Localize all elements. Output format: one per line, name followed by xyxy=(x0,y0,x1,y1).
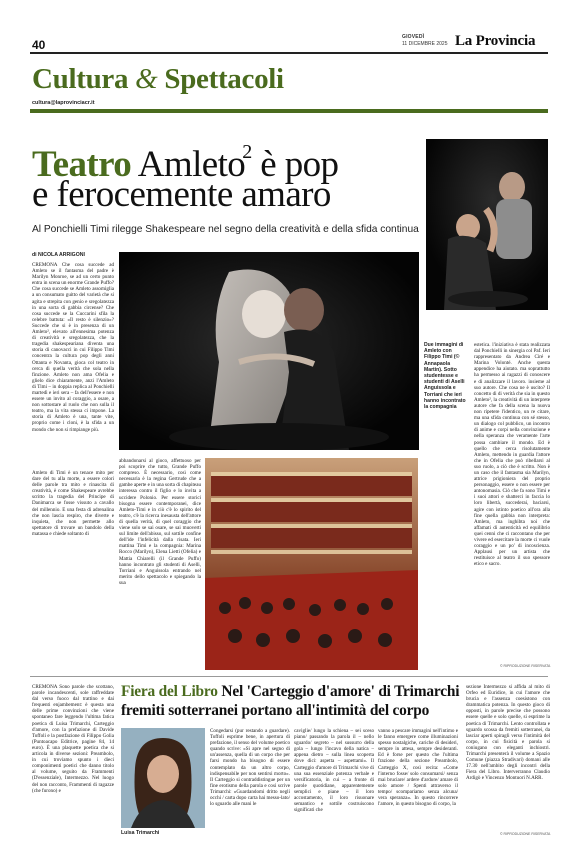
page-number: 40 xyxy=(32,38,46,52)
lead-column-2: Amleto di Timi è un tenace mito per dare del tu alla morte, a essere colori delle parole tra mito e rinascita di creatività, è come Shakespeare avrebbe scritto la tragedia del Principe di Danimarca se fosse vissuto a cavallo del millennio. E una festa di adrenalina che non lascia respiro, che diverte e inquieta, che non permette allo spettatore di trovare un bandolo della matassa e chiede soltanto di xyxy=(32,470,114,537)
author-photo-art xyxy=(121,728,205,828)
lead-superscript: 2 xyxy=(242,141,252,163)
section-ampersand: & xyxy=(135,63,158,95)
bottom-divider xyxy=(30,676,548,677)
book-headline-line2: fremiti sotterranei portano all'intimità del corpo xyxy=(121,702,430,719)
lead-column-3: abbandonarsi al gioco, affettuoso per poi scoprire che tutto, Grande Puffo compreso. È necessario, così come necessaria è la regina Gertrude che a gambe aperte e in una sorta di chapiteau interessa contro il figlio e lo invita a uccidere Polonio. Per essere storici bisogna essere contemporanei, dice Amleto-Timi e in ciò c'è lo spirito del teatro, c'è la ricerca inesausta dell'attore di quella verità, di quel coraggio che viene solo se sai osare, se sai muoverti sul limite dell'abisso, sul sottile confine dell'ide l'infelicità dalla risata. Ieri mattina Timi e la compagnia: Marina Rocco (Marilyn), Elena Lietti (Ofelia) e Mattia Chiarelli (il Grande Puffo) hanno incontrato gli studenti di Aselli, Torriani e Anguissola entrando nel merito dello spettacolo e spiegando la sua xyxy=(119,458,201,586)
section-email[interactable]: cultura@laprovinciacr.it xyxy=(32,100,95,106)
theatre-audience-photo-art xyxy=(205,458,418,670)
stage-photo-right xyxy=(426,139,548,310)
book-headline xyxy=(121,683,459,700)
book-credit: © RIPRODUZIONE RISERVATA xyxy=(500,832,551,836)
issue-date: 11 DICEMBRE 2025 xyxy=(402,41,448,47)
stage-photo-right-art xyxy=(426,139,548,310)
newspaper-logo: La Provincia xyxy=(455,33,536,49)
lead-title-end: è pop xyxy=(260,144,339,185)
issue-day: GIOVEDÌ xyxy=(402,34,425,40)
aside-column: CREMONA Sono parole che scottano, parole incandescenti, sole raffreddate dal verso fuoco dal trattino e dai frequenti enjambement: è questa una delle prime convinzioni che viene spontaneo fare leggendo l'ultima fatica poetica di Luisa Trimarchi, Carteggio d'amore, con la prefazione di Davide Toffoli e la postfazione di Filippo Golia (Puntoacapo Editrice, pagine 84, 14 euro). È una plaquette poetica che si articola in diverse sezioni: Preambolo, in cui troviamo spunto i dieci componimenti poetici che danno titolo al volume, seguito da Frammenti (D'essenziale), Intermezzo. Nel luogo del non racconto, Frammenti di ragazze (che furono) e xyxy=(32,684,114,794)
section-title-part2: Spettacoli xyxy=(164,63,284,95)
book-title-line1: Nel 'Carteggio d'amore' di Trimarchi xyxy=(221,683,460,700)
book-column-3: vanno a pescare immagini nell'intimo e le fanno emergere come illuminazioni spesso nostalgiche, cariche di desideri, sempre in attesa, sempre desideranti. Ed è forse per questo che l'ultima frazione della sezione Preambolo, Carteggio X, così recita: «Come l'interno fosse/ solo consumarsi/ senza mai bruciare/ ardere d'ardore/ amare di solo amore / Spenti attraverso il tempo/ scompariamo senza alcuna/ vera speranza». In questo rincorrere l'amore, in questo bisogno di corpo, la xyxy=(378,728,458,808)
book-column-1: Congedarsi (pur restando a guardare). Toffoli esprime bene, in apertura di prefazione, il senso del volume poetico quando scrive: «Si apre nel segno di un'assenza, quella di un corpo che per farsi mondo ha bisogno di essere contemplato da un altro corpo, indispensabile per non sentirsi morto». Il Carteggio si contraddistingue per un fine erotismo della parola e così scrive Trimarchi: «Guardandomi dritto negli occhi / carta dopo carta hai messo-lato/ lo sguardo alle mani le xyxy=(210,728,290,808)
lead-kicker: Teatro xyxy=(32,144,132,185)
book-column-2: caviglie/ lungo la schiena – sei sceso piano/ passando la parola il – nello sguardo/ segreto – nel sussurro della gola – lungo l'incavo della natica – appena dietro – sulla linea scoperta dove dici: aspetta – aspettami». Il Carteggio d'amore di Trimarchi vive di una sua essenziale potenza verbale e versificatoria, in cui – a fronte di parole quotidiane, apparentemente semplici e piane – il loro accostamento, il loro risuonare semantico e sottile costruiscono significati che xyxy=(294,728,374,814)
lead-credit: © RIPRODUZIONE RISERVATA xyxy=(500,664,551,668)
lead-photo-kiss-art xyxy=(119,252,419,450)
book-column-4: sezione Intermezzo si affida al mito di Orfeo ed Euridice, in cui l'amore che brucia e l'assenza coesistono con drammatica potenza. In questo gioco di opposti, in parole precise che possono essere quelle e solo quelle, si esprime la poetica di Trimarchi. Lento controllata e sguardo scossa da fremiti sotterranei, da lasciar aperti spiragli verso l'intimità del corpo, in cui fisicità e parola si coniugano con eleganti inchiostri. Trimarchi presenterà il volume a Spazio Comune (piazza Stradivari) domani alle 17.30 nell'ambito degli incontri della Fiera del Libro. Interverranno Claudio Ardigò e Vincenzo Montuori N.ARR. xyxy=(466,684,550,782)
lead-headline-line2: e ferocemente amaro xyxy=(32,174,331,215)
book-kicker: Fiera del Libro xyxy=(121,683,218,700)
lead-column-1: CREMONA Che cosa succede ad Amleto se il fantasma del padre è Marilyn Monroe, se ad un certo punto entra in scena un enorme Grande Puffo? Che cosa succede se Amleto assomiglia a un consumato guitto del varietà che si agita e strepita con genio e sregolatezza in una sorta di gabbia circense? Che cosa succede se la Cuccarini sfila la celebre battuta: «Il resto è silenzio»? Succede che si è in presenza di un Amleto², elevato all'ennesima potenza di creatività e sregolatezza, che la tragedia shakespeariana diventa una storia di canovacci in cui Filippo Timi concentra la cultura pop degli anni Ottanta e Novanta, gioca col teatro in cerca di quella verità che sola nella finzione. Amleto non ama Ofelia e glielo dice chiaramente, anzi l'Amleto di Timi – in doppia replica al Ponchielli martedì e ieri sera – fa dell'essere e non essere un invito al coraggio, a osare, a non sottostare al ruolo che non sulla il teatro, ma la vita stessa ci impone. La storia di Amleto è una, tante vite, proprio come i cloni, è la sfida a un mondo che non si rimpiange più. xyxy=(32,262,114,433)
section-rule xyxy=(30,109,548,113)
lead-subtitle: Al Ponchielli Timi rilegge Shakespeare nel segno della creatività e della sfida continua xyxy=(32,224,419,235)
header-rule xyxy=(30,52,548,54)
section-title xyxy=(32,64,284,94)
author-photo xyxy=(121,728,205,828)
author-photo-caption: Luisa Trimarchi xyxy=(121,830,160,836)
section-title-part1: Cultura xyxy=(32,63,129,95)
theatre-audience-photo xyxy=(205,458,418,670)
lead-byline: di NICOLA ARRIGONI xyxy=(32,252,85,258)
lead-photo-caption: Due immagini di Amleto con Filippo Timi (© Annapaola Martin). Sotto studentesse e studenti di Aselli Anguissola e Torriani che ieri hanno incontrato la compagnia xyxy=(424,342,466,411)
lead-title-word: Amleto xyxy=(137,144,246,185)
lead-column-4: estetica. l'iniziativa è stata realizzata dal Ponchielli in sinergia col Paf. Ieri rappresentato da Andrea Ciré e Marina Volonté. Anche questa appendice ha aiutato. ma soprattutto ha permesso ai ragazzi di conoscere e di analizzare il lavoro. insieme al suo autore. Che cosa ne è uscito? Il concetto di di verità che sia in questo Amleto², la creatività di un interprete autore che fa della scena la nuova non ripetere l'identico, un re citare, ma una sfida continua con sé stesso, un dialogo col pubblico, un incontro di anime e corpi nella convinzione e nella speranza che veramente l'arte possa cambiare il mondo. Ed è quello che cerca risolutamente Amleto, mettendo in guardia l'attore che in Ofelia che può ribellarsi al suo ruolo, a ciò che è scritto. Non è un caso che il fantasma sia Marilyn, attrice prigioniera del proprio personaggio, essere o non essere per antonomasia. Ciò che fa sono Timi e i suoi attori e shatterci in faccia lo loro libertà, succederai, baciarsi, agire con istinto poetico all'ora alla fine quella gabbia non interpreta: Amleto, ma inghibta noi che affamati di autenticità ed equilibrio quei cenni che ci raccontano che per vivere ed esercitare la morte ci vuole coraggio e un po' di incoscienza. Applausi per un artista che restituisce al teatro il suo spessore etico e sacro. xyxy=(474,342,550,568)
lead-photo-kiss xyxy=(119,252,419,450)
